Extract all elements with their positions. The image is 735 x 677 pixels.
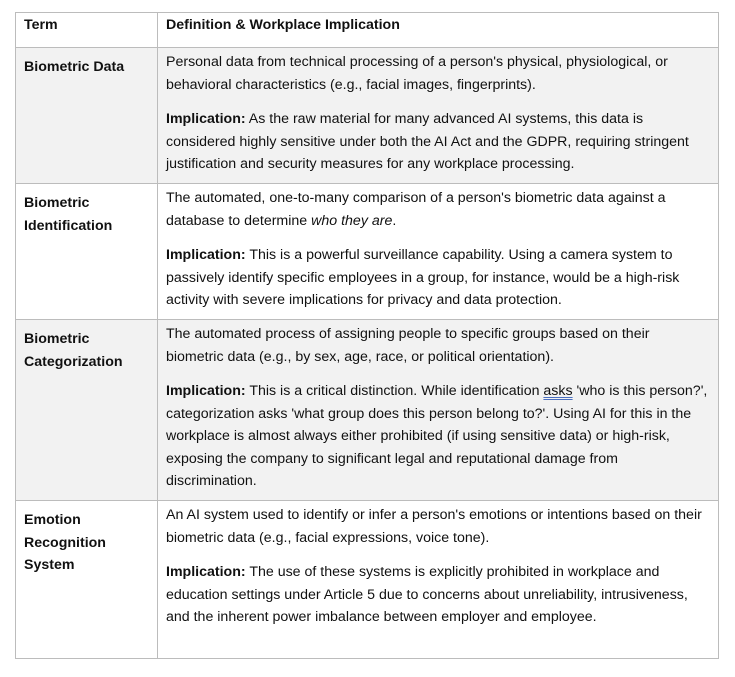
glossary-table (15, 12, 719, 659)
definition-emphasis: who they are (311, 212, 393, 229)
term-label-line-1: Emotion (24, 512, 81, 528)
table-row (16, 320, 719, 501)
implication-body: As the raw material for many advanced AI systems, this data is considered highly sensitive under both the AI Act and the GDPR, requiring stringent justification and security measures for any workplace processing. (166, 111, 689, 172)
glossary-table-container (15, 12, 718, 659)
definition-text-end: . (392, 212, 397, 229)
definition-cell (158, 501, 719, 659)
implication-body-start: This is a critical distinction. While identification (249, 383, 544, 399)
term-cell (16, 48, 158, 184)
header-definition: Definition & Workplace Implication (158, 13, 719, 48)
term-label-line-1: Biometric (24, 195, 90, 211)
implication-label: Implication: (166, 383, 246, 399)
table-row (16, 184, 719, 320)
term-label-line-3: System (24, 557, 75, 573)
definition-cell (158, 48, 719, 184)
definition-cell (158, 184, 719, 320)
implication-body: The use of these systems is explicitly prohibited in workplace and education settings under Article 5 due to concerns about unreliability, intrusiveness, and the inherent power imbalance between employer and employee. (166, 564, 688, 625)
term-cell (16, 501, 158, 659)
term-cell (16, 320, 158, 501)
definition-text: The automated process of assigning people to specific groups based on their biometric data (e.g., by sex, age, race, or political orientation). (166, 326, 650, 365)
implication-label: Implication: (166, 247, 246, 263)
definition-text (166, 187, 710, 232)
table-row (16, 501, 719, 659)
term-label: Biometric Data (24, 59, 125, 75)
implication-body: This is a powerful surveillance capability. Using a camera system to passively identify specific employees in a group, for instance, would be a high-risk activity with severe implications for privacy and data protection. (166, 247, 680, 308)
term-label-line-2: Recognition (24, 534, 106, 551)
table-header-row (16, 13, 719, 48)
implication-text (166, 561, 710, 629)
implication-label: Implication: (166, 564, 246, 580)
definition-text-start: The automated, one-to-many comparison of a person's biometric data against a database to determine (166, 190, 666, 229)
implication-label: Implication: (166, 111, 246, 127)
definition-text: An AI system used to identify or infer a person's emotions or intentions based on their biometric data (e.g., facial expressions, voice tone). (166, 507, 702, 546)
term-label-line-1: Biometric (24, 331, 90, 347)
implication-text (166, 380, 710, 493)
implication-text (166, 244, 710, 312)
implication-text (166, 108, 710, 176)
spellcheck-flagged-word: asks (543, 383, 573, 399)
table-row (16, 48, 719, 184)
term-label-line-2: Identification (24, 217, 113, 234)
term-cell (16, 184, 158, 320)
term-label-line-2: Categorization (24, 353, 123, 370)
definition-cell (158, 320, 719, 501)
header-term: Term (16, 13, 158, 48)
implication-body-end: 'who is this person?', categorization asks 'what group does this person belong to?'. Using AI for this in the workplace is almost always either prohibited (if using sensitive data) or high-risk, exposing the company to significant legal and reputational damage from discrimination. (166, 383, 708, 489)
definition-text: Personal data from technical processing of a person's physical, physiological, or behavioral characteristics (e.g., facial images, fingerprints). (166, 54, 668, 93)
